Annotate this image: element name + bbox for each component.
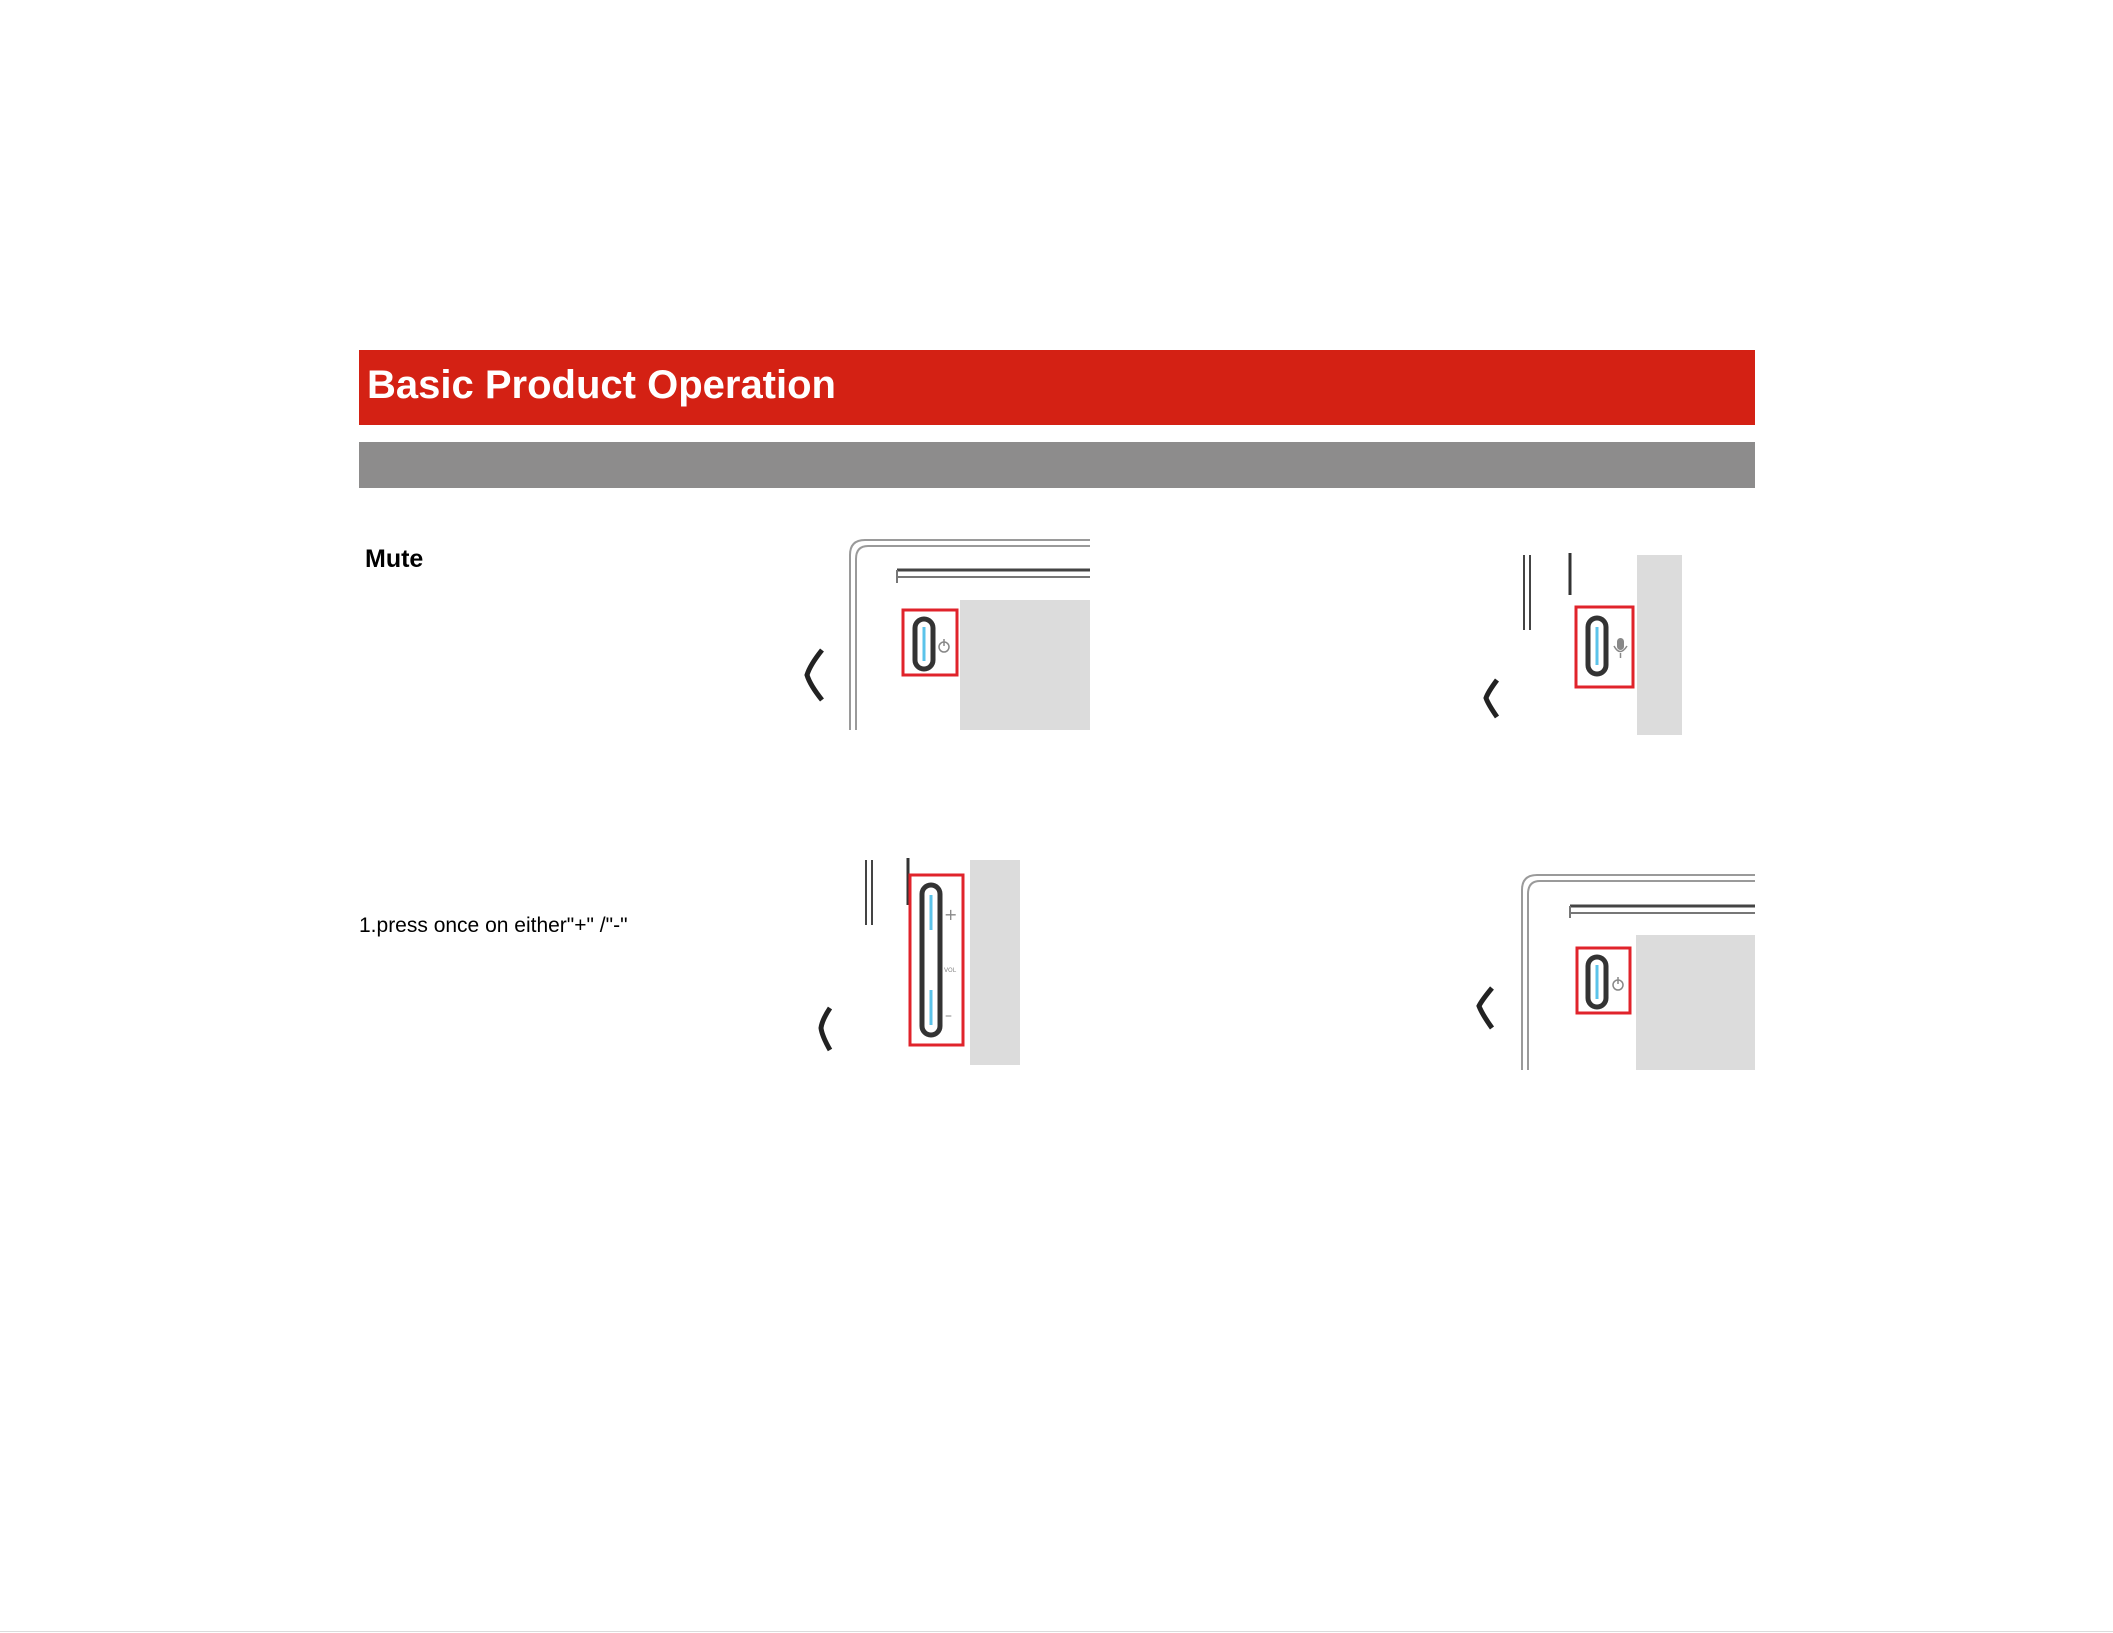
section-heading: Mute	[365, 545, 424, 573]
microphone-icon	[1614, 638, 1627, 658]
page-title: Basic Product Operation	[367, 363, 836, 407]
power-button-illustration-2	[1470, 860, 1755, 1070]
mic-button-illustration	[1480, 545, 1695, 735]
section-bar	[359, 442, 1755, 488]
volume-vol-label: VOL	[944, 967, 957, 974]
power-icon	[939, 639, 949, 652]
volume-plus-label: +	[944, 905, 958, 924]
volume-button-illustration	[810, 850, 1020, 1065]
power-button-illustration	[800, 535, 1090, 730]
volume-plus-minus-icon	[944, 905, 957, 1024]
volume-minus-label: –	[945, 1008, 952, 1024]
title-bar	[359, 350, 1755, 425]
power-icon	[1613, 977, 1623, 990]
instruction-text: 1.press once on either"+" /"-"	[359, 914, 628, 937]
page-bottom-rule	[0, 1631, 2113, 1632]
